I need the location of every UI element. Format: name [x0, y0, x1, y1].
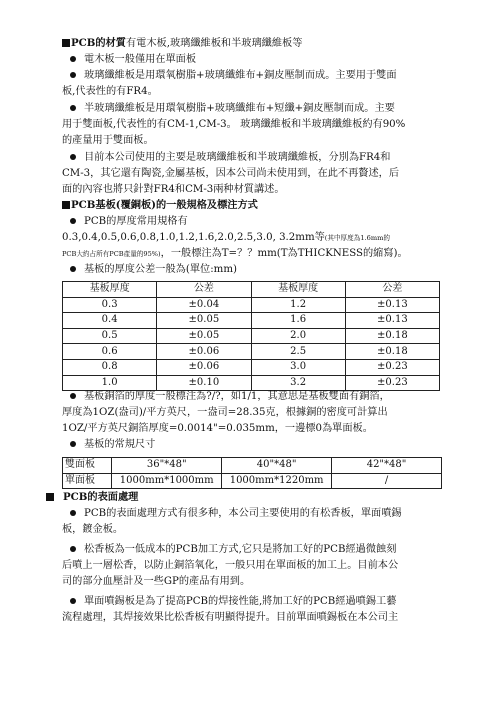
table-row — [63, 297, 440, 313]
table-cell: ±0.23 — [345, 375, 439, 391]
section1-title: PCB的材質有電木板,玻璃纖維板和半玻璃纖維板等 — [62, 36, 440, 51]
table-cell: ±0.06 — [157, 359, 251, 375]
section2-bullet-3-cont2: 1OZ/平方英尺銅箔厚度=0.0014"=0.035mm，一邊標0為單面板。 — [62, 423, 373, 434]
table-cell: 40"*48" — [222, 458, 332, 474]
table-cell: 1.0 — [63, 375, 157, 391]
table-row — [63, 344, 440, 360]
table-cell: 3.2 — [251, 375, 345, 391]
bullet-icon — [70, 105, 76, 111]
bullet-icon — [70, 154, 76, 160]
bullet-icon — [70, 510, 76, 516]
section1-bullet-3-cont2: 的產量用于雙面板。 — [62, 135, 154, 146]
table-row — [63, 328, 440, 344]
table-cell: 0.8 — [63, 359, 157, 375]
size-table — [62, 457, 442, 489]
bullet-icon — [70, 598, 76, 604]
section3-bullet-2-cont2: 司的部分血壓計及一些GP的產品有用到。 — [62, 576, 251, 587]
bullet-icon — [70, 266, 76, 272]
section3-title: PCB的表面處理 — [46, 490, 440, 505]
section1-bullet-1: 電木板一般僅用在單面板 — [62, 52, 440, 67]
section3-bullet-3: 單面噴錫板是為了提高PCB的焊接性能,將加工好的PCB經過噴錫工藝 — [62, 594, 440, 609]
table-cell: 36"*48" — [112, 458, 222, 474]
table-cell: 0.5 — [63, 328, 157, 344]
table-cell: 1000mm*1220mm — [222, 473, 332, 489]
table-cell: ±0.13 — [345, 297, 439, 313]
section1-bullet-2-cont: 板,代表性的有FR4。 — [62, 86, 158, 97]
table-header-row — [63, 282, 440, 298]
table-cell: 單面板 — [63, 473, 112, 489]
table-cell: 1.2 — [251, 297, 345, 313]
table-cell: ±0.04 — [157, 297, 251, 313]
section3-bullet-3-cont: 流程處理，其焊接效果比松香板有明顯得提升。目前單面噴錫板在本公司主 — [62, 612, 399, 623]
table-cell: 1.6 — [251, 313, 345, 329]
bullet-icon — [70, 56, 76, 62]
table-header: 基板厚度 — [63, 282, 157, 298]
table-cell: ±0.06 — [157, 344, 251, 360]
table-cell: ±0.10 — [157, 375, 251, 391]
table-header: 公差 — [345, 282, 439, 298]
bullet-icon — [70, 441, 76, 447]
table-cell: 42"*48" — [332, 458, 442, 474]
section2-bullet-2: 基板的厚度公差一般為(單位:mm) — [62, 262, 440, 277]
square-bullet-icon — [46, 493, 54, 501]
table-row — [63, 473, 442, 489]
table-cell: 2.5 — [251, 344, 345, 360]
section1-bullet-2: 玻璃纖維板是用環氧樹脂+玻璃纖維布+銅皮壓制而成。主要用于雙面 — [62, 68, 440, 83]
bullet-icon — [70, 393, 76, 399]
table-row — [63, 359, 440, 375]
table-cell: ±0.05 — [157, 328, 251, 344]
table-row — [63, 313, 440, 329]
section2-bullet-3: 基板銅箔的厚度一般標注為?/?，如1/1，其意思是基板雙面有銅箔， — [62, 389, 440, 404]
section2-title: PCB基板(覆銅板)的一般規格及標注方式 — [62, 198, 440, 213]
table-cell: 0.6 — [63, 344, 157, 360]
bullet-icon — [70, 218, 76, 224]
bullet-icon — [70, 72, 76, 78]
section3-bullet-1-cont: 板，鍍金板。 — [62, 524, 124, 535]
section3-bullet-1: PCB的表面處理方式有很多种，本公司主要使用的有松香板，單面噴錫 — [62, 506, 440, 521]
section2-bullet-4: 基板的常規尺寸 — [62, 437, 440, 452]
thickness-note: PCB大約占所有PCB產量的95%)，一般標注為T=？？mm(T為THICKNESS的縮寫)。 — [62, 248, 408, 259]
table-cell: 2.0 — [251, 328, 345, 344]
section1-bullet-4-cont: CM-3，其它還有陶瓷,金屬基板，因本公司尚未使用到，在此不再贅述，后 — [62, 168, 400, 179]
table-cell: ±0.13 — [345, 313, 439, 329]
table-cell: 0.4 — [63, 313, 157, 329]
section3-bullet-2-cont: 后噴上一層松香，以防止銅箔氧化，一般只用在單面板的加工上。目前本公 — [62, 560, 399, 571]
section1-bullet-4: 目前本公司使用的主要是玻璃纖維板和半玻璃纖維板，分別為FR4和 — [62, 150, 440, 165]
section1-bullet-4-cont2: 面的內容也將只針對FR4和CM-3兩种材質講述。 — [62, 184, 285, 195]
section1-bullet-3-cont: 用于雙面板,代表性的有CM-1,CM-3。 玻璃纖維板和半玻璃纖維板約有90% — [62, 119, 406, 130]
square-bullet-icon — [62, 39, 70, 47]
table-cell: 雙面板 — [63, 458, 112, 474]
table-row — [63, 458, 442, 474]
table-header: 公差 — [157, 282, 251, 298]
table-cell: 3.0 — [251, 359, 345, 375]
section2-bullet-3-cont: 厚度為1OZ(盎司)/平方英尺，一盎司=28.35克，根據銅的密度可計算出 — [62, 407, 388, 418]
table-cell: ±0.05 — [157, 313, 251, 329]
thickness-list: 0.3,0.4,0.5,0.6,0.8,1.0,1.2,1.6,2.0,2.5,3.0, 3.2mm等(其中厚度為1.6mm的 — [62, 232, 390, 243]
bullet-icon — [70, 546, 76, 552]
section3-bullet-2: 松香板為一低成本的PCB加工方式,它只是將加工好的PCB經過微蝕刻 — [62, 542, 440, 557]
table-cell: ±0.23 — [345, 359, 439, 375]
section1-bullet-3: 半玻璃纖維板是用環氧樹脂+玻璃纖維布+短纖+銅皮壓制而成。主要 — [62, 101, 440, 116]
table-cell: 1000mm*1000mm — [112, 473, 222, 489]
table-cell: ±0.18 — [345, 328, 439, 344]
table-header: 基板厚度 — [251, 282, 345, 298]
table-cell: ±0.18 — [345, 344, 439, 360]
table-cell: 0.3 — [63, 297, 157, 313]
section2-bullet-1: PCB的厚度常用規格有 — [62, 214, 440, 229]
table-cell: / — [332, 473, 442, 489]
tolerance-table — [62, 281, 440, 391]
square-bullet-icon — [62, 201, 70, 209]
